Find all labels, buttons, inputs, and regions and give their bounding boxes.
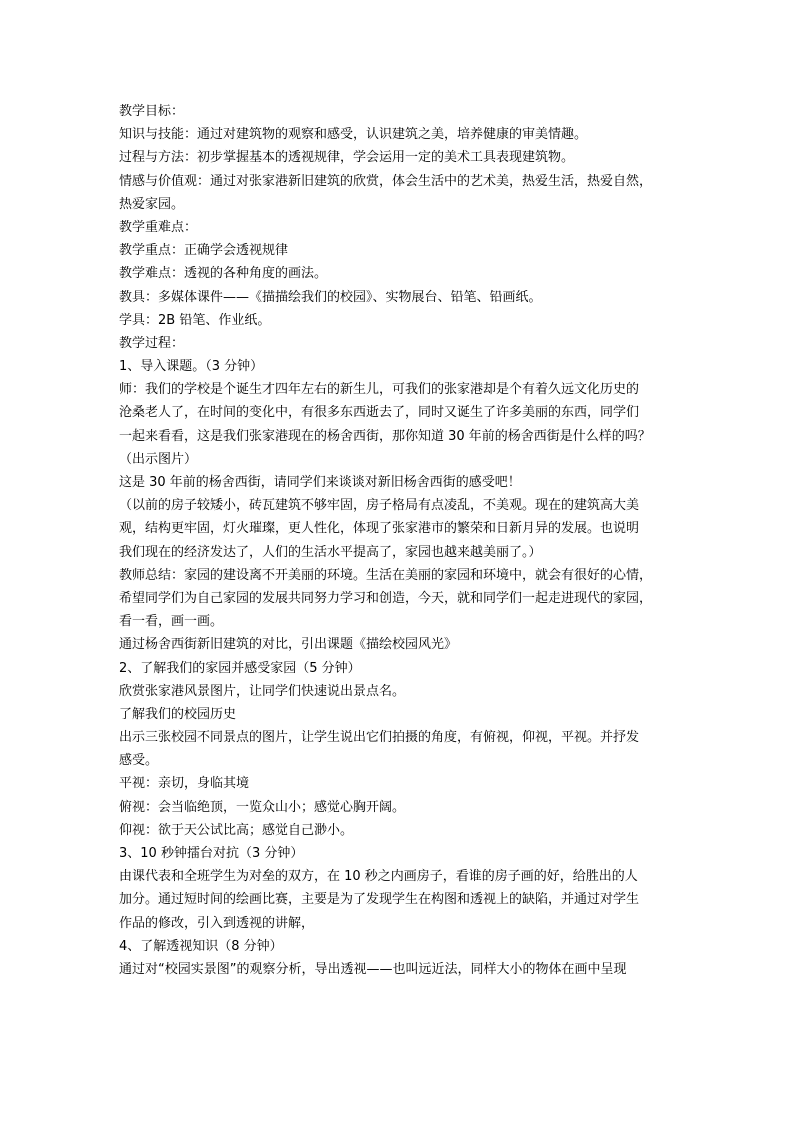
text-line: 观，结构更牢固，灯火璀璨，更人性化，体现了张家港市的繁荣和日新月异的发展。也说明 xyxy=(119,521,640,537)
text-line: 由课代表和全班学生为对垒的双方，在 10 秒之内画房子，看谁的房子画的好，给胜出的人 xyxy=(119,869,638,885)
text-line: 出示三张校园不同景点的图片，让学生说出它们拍摄的角度，有俯视，仰视，平视。并抒发 xyxy=(119,730,640,746)
text-line: 看一看，画一画。 xyxy=(119,614,224,630)
text-line: （出示图片） xyxy=(119,451,198,467)
text-line: 4、了解透视知识（8 分钟） xyxy=(119,938,283,954)
text-line: 加分。通过短时间的绘画比赛，主要是为了发现学生在构图和透视上的缺陷，并通过对学生 xyxy=(119,892,640,908)
text-line: 感受。 xyxy=(119,753,159,769)
text-line: 情感与价值观：通过对张家港新旧建筑的欣赏，体会生活中的艺术美，热爱生活，热爱自然， xyxy=(119,173,653,189)
text-line: 平视：亲切，身临其境 xyxy=(119,776,250,792)
text-line: 沧桑老人了，在时间的变化中，有很多东西逝去了，同时又诞生了许多美丽的东西，同学们 xyxy=(119,405,640,421)
text-line: 教学重点：正确学会透视规律 xyxy=(119,243,289,259)
text-line: 了解我们的校园历史 xyxy=(119,706,237,722)
text-line: 教具：多媒体课件——《描描绘我们的校园》、实物展台、铅笔、铅画纸。 xyxy=(119,289,542,305)
text-line: 1、导入课题。（3 分钟） xyxy=(119,359,264,375)
text-line: 师：我们的学校是个诞生才四年左右的新生儿，可我们的张家港却是个有着久远文化历史的 xyxy=(119,382,640,398)
text-line: 教学目标： xyxy=(119,104,185,119)
text-line: 希望同学们为自己家园的发展共同努力学习和创造，今天，就和同学们一起走进现代的家园， xyxy=(119,590,653,606)
text-line: 教学难点：透视的各种角度的画法。 xyxy=(119,266,328,282)
document-page xyxy=(119,100,679,981)
text-line: 教师总结：家园的建设离不开美丽的环境。生活在美丽的家园和环境中，就会有很好的心情， xyxy=(119,567,653,583)
text-line: 热爱家园。 xyxy=(119,196,185,212)
text-line: 3、10 秒钟擂台对抗（3 分钟） xyxy=(119,846,304,861)
text-line: 一起来看看，这是我们张家港现在的杨舍西街，那你知道 30 年前的杨舍西街是什么样的吗？ xyxy=(119,428,651,444)
text-line: 作品的修改，引入到透视的讲解， xyxy=(119,915,315,931)
text-line: 学具：2B 铅笔、作业纸。 xyxy=(119,312,271,328)
text-line: 过程与方法：初步掌握基本的透视规律，学会运用一定的美术工具表现建筑物。 xyxy=(119,150,575,166)
text-line: 2、了解我们的家园并感受家园（5 分钟） xyxy=(119,660,361,676)
text-line: 通过对“校园实景图”的观察分析，导出透视——也叫远近法，同样大小的物体在画中呈现 xyxy=(119,961,627,977)
text-line: 欣赏张家港风景图片，让同学们快速说出景点名。 xyxy=(119,683,406,699)
text-line: 通过杨舍西街新旧建筑的对比，引出课题《描绘校园风光》 xyxy=(119,637,458,653)
text-line: 教学重难点： xyxy=(119,219,198,235)
text-line: 仰视：欲于天公试比高；感觉自己渺小。 xyxy=(119,822,354,838)
text-line: 俯视：会当临绝顶，一览众山小；感觉心胸开阔。 xyxy=(119,799,406,815)
text-line: （以前的房子较矮小，砖瓦建筑不够牢固，房子格局有点凌乱，不美观。现在的建筑高大美 xyxy=(119,498,640,514)
text-line: 这是 30 年前的杨舍西街，请同学们来谈谈对新旧杨舍西街的感受吧！ xyxy=(119,475,521,490)
text-line: 知识与技能：通过对建筑物的观察和感受，认识建筑之美，培养健康的审美情趣。 xyxy=(119,127,588,143)
text-line: 我们现在的经济发达了，人们的生活水平提高了，家园也越来越美丽了。） xyxy=(119,544,542,560)
text-line: 教学过程： xyxy=(119,335,185,351)
